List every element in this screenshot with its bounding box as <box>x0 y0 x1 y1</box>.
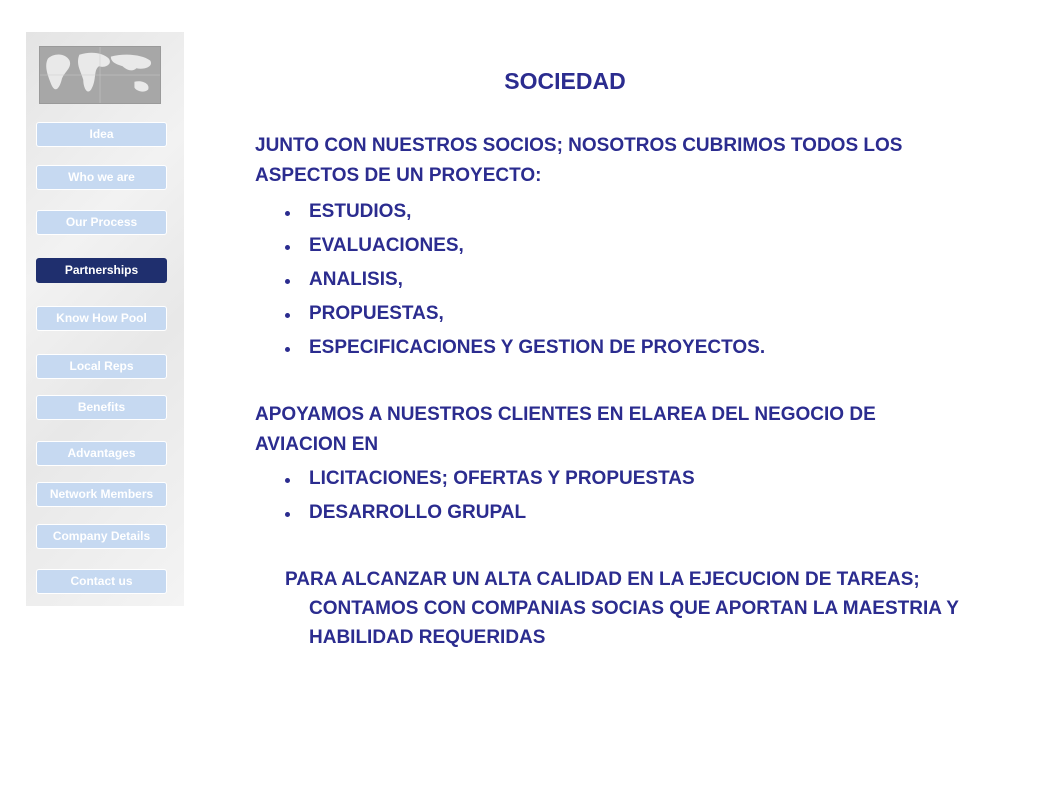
page-title: SOCIEDAD <box>504 68 626 94</box>
list-item: PROPUESTAS, <box>285 299 765 333</box>
intro-text: JUNTO CON NUESTROS SOCIOS; NOSOTROS CUBRIMOS TODOS LOS ASPECTOS DE UN PROYECTO: <box>255 135 903 186</box>
nav-who-we-are[interactable]: Who we are <box>36 165 167 190</box>
support-text: APOYAMOS A NUESTROS CLIENTES EN ELAREA DEL NEGOCIO DE AVIACION EN <box>255 404 876 455</box>
nav-idea[interactable]: Idea <box>36 122 167 147</box>
list-item: DESARROLLO GRUPAL <box>285 498 695 532</box>
nav-our-process[interactable]: Our Process <box>36 210 167 235</box>
nav-local-reps[interactable]: Local Reps <box>36 354 167 379</box>
list-item: LICITACIONES; OFERTAS Y PROPUESTAS <box>285 464 695 498</box>
list-item: ESPECIFICACIONES Y GESTION DE PROYECTOS. <box>285 333 765 367</box>
nav-network-members[interactable]: Network Members <box>36 482 167 507</box>
list-item: ESTUDIOS, <box>285 197 765 231</box>
nav-company-details[interactable]: Company Details <box>36 524 167 549</box>
world-map-image <box>39 46 161 104</box>
services-list <box>285 197 765 367</box>
nav-know-how-pool[interactable]: Know How Pool <box>36 306 167 331</box>
nav-benefits[interactable]: Benefits <box>36 395 167 420</box>
nav-advantages[interactable]: Advantages <box>36 441 167 466</box>
closing-text: PARA ALCANZAR UN ALTA CALIDAD EN LA EJECUCION DE TAREAS; CONTAMOS CON COMPANIAS SOCIAS QUE APORTAN LA MAESTRIA Y HABILIDAD REQUERIDAS <box>285 569 959 648</box>
list-item: ANALISIS, <box>285 265 765 299</box>
nav-contact-us[interactable]: Contact us <box>36 569 167 594</box>
list-item: EVALUACIONES, <box>285 231 765 265</box>
support-list <box>285 464 695 532</box>
sidebar-nav <box>26 32 184 606</box>
nav-partnerships[interactable]: Partnerships <box>36 258 167 283</box>
